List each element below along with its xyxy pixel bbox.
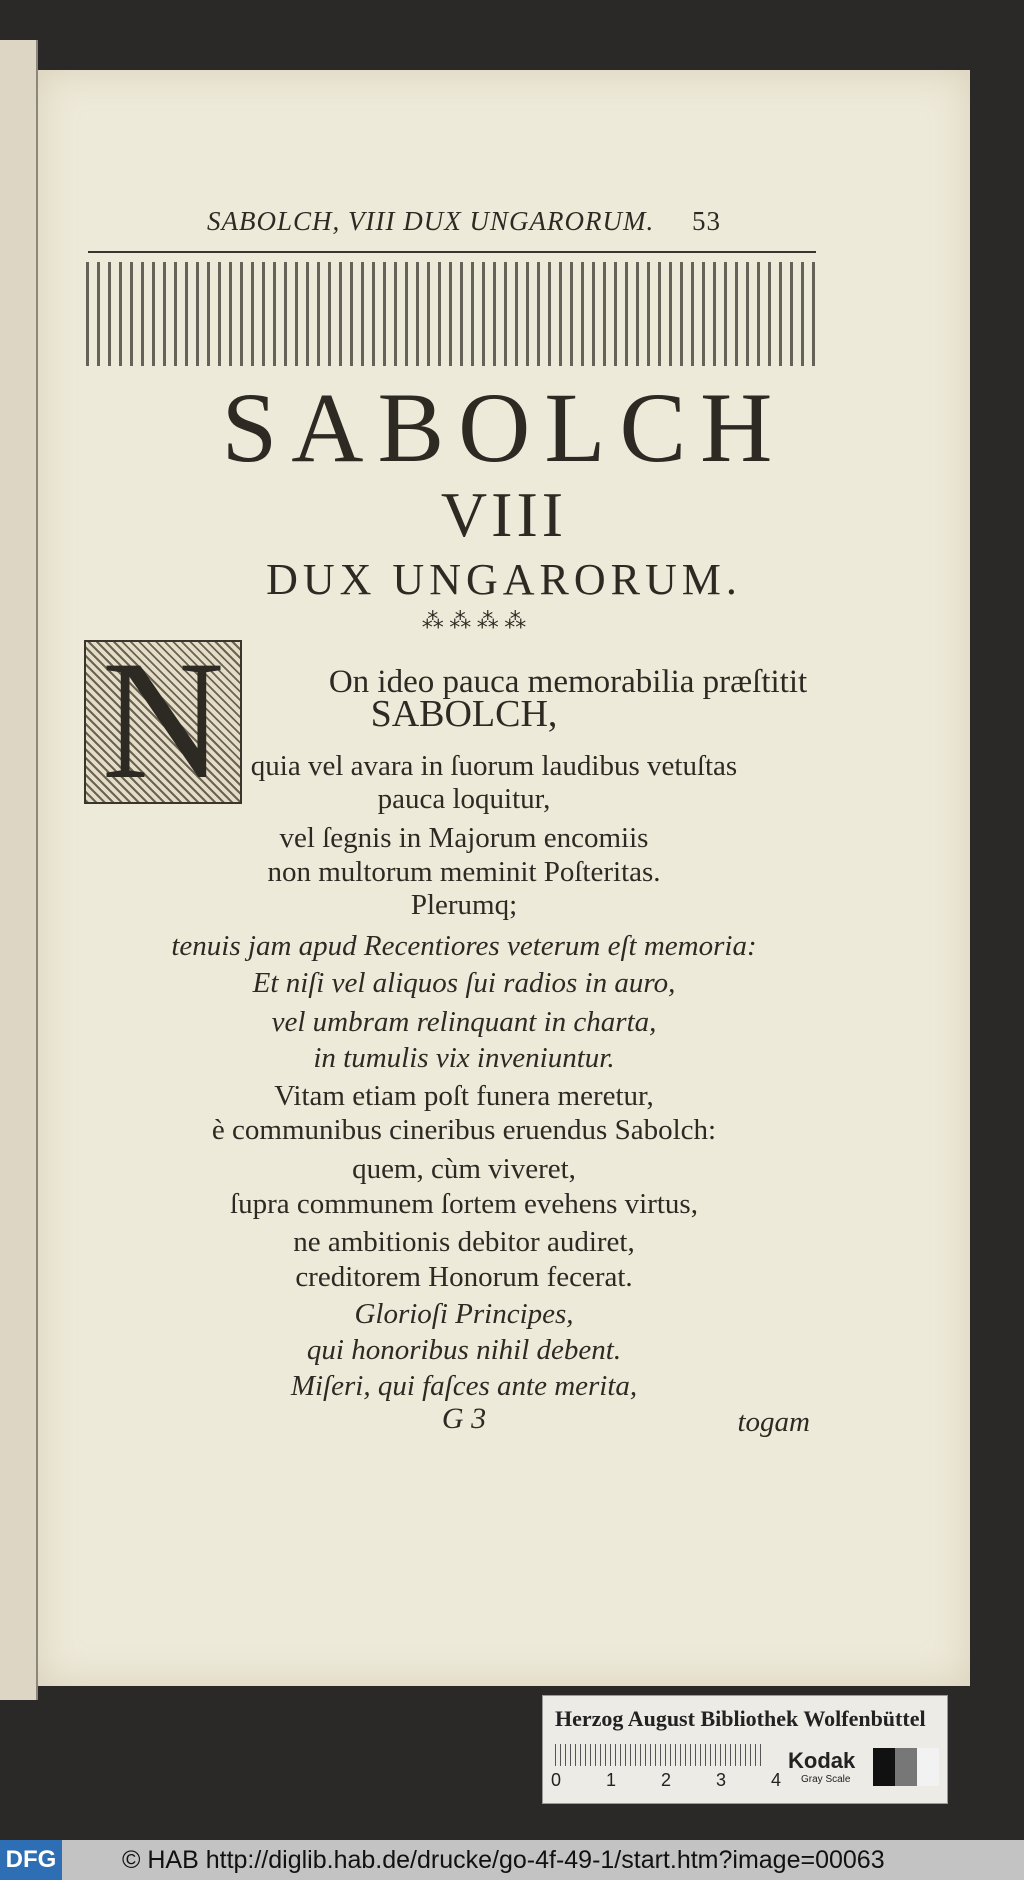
kodak-brand: Kodak <box>788 1748 856 1773</box>
text-line: quem, cùm viveret, <box>352 1153 576 1185</box>
title-numeral: VIII <box>440 479 568 550</box>
citation-link[interactable]: © HAB http://diglib.hab.de/drucke/go-4f-49-1/start.htm?image=00063 <box>122 1846 885 1874</box>
text-line: Vitam etiam poſt funera meretur, <box>274 1080 654 1112</box>
signature-mark: G 3 <box>441 1402 487 1435</box>
ruler-numbers <box>551 1770 781 1791</box>
text-line: qui honoribus nihil debent. <box>306 1334 622 1366</box>
text-line: ne ambitionis debitor audiret, <box>293 1226 635 1258</box>
page-title: SABOLCH <box>221 372 787 483</box>
ruler-number: 2 <box>660 1770 671 1790</box>
subtitle: DUX UNGARORUM. <box>266 555 742 604</box>
text-line: Glorioſi Principes, <box>354 1298 574 1330</box>
library-color-label <box>542 1695 948 1804</box>
text-line: pauca loquitur, <box>377 783 551 815</box>
ruler-number: 0 <box>551 1770 562 1790</box>
text-line: On ideo pauca memorabilia præſtitit <box>328 664 808 700</box>
ruler-number: 3 <box>715 1770 726 1790</box>
ruler-number: 4 <box>770 1770 781 1790</box>
gray-swatch-white <box>917 1748 939 1786</box>
text-line: vel ſegnis in Majorum encomiis <box>279 822 649 854</box>
text-line: vel umbram relinquant in charta, <box>271 1006 657 1038</box>
initial-letter: N <box>101 626 225 814</box>
text-line: Miſeri, qui faſces ante merita, <box>290 1370 638 1402</box>
gray-swatch-black <box>873 1748 895 1786</box>
gray-swatch-mid <box>895 1748 917 1786</box>
stars-ornament: ⁂ ⁂ ⁂ ⁂ <box>421 608 527 633</box>
footer-bar <box>0 1840 1024 1880</box>
text-line: ſupra communem ſortem evehens virtus, <box>230 1188 698 1220</box>
text-line: Et niſi vel aliquos ſui radios in auro, <box>252 967 676 999</box>
text-line: non multorum meminit Poſteritas. <box>267 856 661 888</box>
text-line: SABOLCH, <box>370 693 558 735</box>
text-line: tenuis jam apud Recentiores veterum eſt memoria: <box>171 930 757 962</box>
ruler-number: 1 <box>605 1770 616 1790</box>
ruler <box>555 1744 765 1766</box>
text-line: creditorem Honorum fecerat. <box>295 1261 633 1293</box>
head-rule <box>88 251 816 253</box>
text-line: Plerumq; <box>410 889 518 921</box>
ornament-band <box>86 262 818 366</box>
running-head-text: SABOLCH, VIII DUX UNGARORUM. <box>207 206 655 236</box>
text-line: quia vel avara in ſuorum laudibus vetuſtas <box>250 750 738 782</box>
catchword: togam <box>737 1406 810 1438</box>
dfg-logo: DFG <box>0 1840 62 1880</box>
gray-scale-label: Gray Scale <box>801 1774 851 1785</box>
page-number: 53 <box>691 206 721 236</box>
book-page <box>38 70 970 1686</box>
text-line: in tumulis vix inveniuntur. <box>313 1042 615 1074</box>
label-title: Herzog August Bibliothek Wolfenbüttel <box>555 1706 926 1731</box>
text-line: è communibus cineribus eruendus Sabolch: <box>211 1114 717 1146</box>
running-head <box>0 206 930 237</box>
